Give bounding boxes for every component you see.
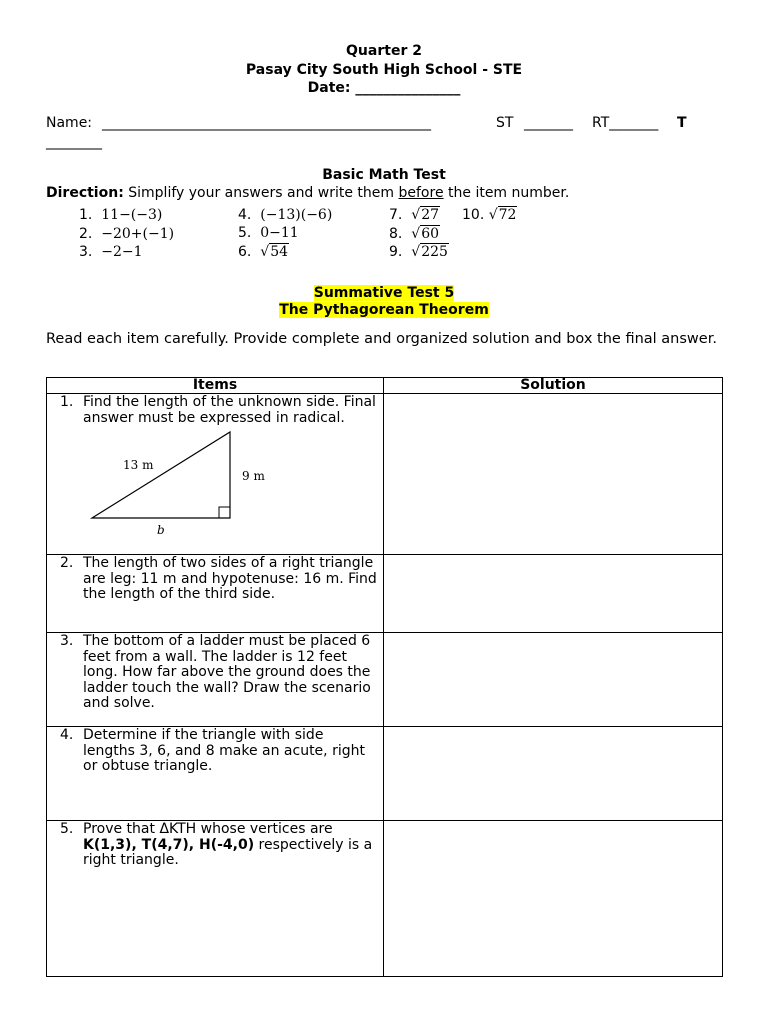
basic-item-9: 9. √225: [389, 244, 448, 260]
direction-post: the item number.: [443, 185, 570, 201]
base-label: b: [157, 523, 165, 536]
basic-item-expr: 11−(−3): [101, 207, 163, 223]
right-triangle-diagram: [77, 426, 277, 536]
name-label: Name:: [46, 115, 93, 131]
basic-item-10: 10. √72: [462, 207, 517, 223]
direction-underlined: before: [398, 185, 444, 201]
item-text-post: respectively is a right triangle.: [83, 836, 373, 868]
table-row: [47, 821, 723, 977]
leg-label: 9 m: [242, 469, 265, 483]
basic-item-6: 6. √54: [238, 244, 289, 260]
basic-item-4: 4. (−13)(−6): [238, 207, 333, 223]
summative-subtitle: The Pythagorean Theorem: [279, 302, 489, 318]
item-text: The bottom of a ladder must be placed 6 feet from a wall. The ladder is 12 feet long. How far above the ground does the ladder touch the wall? Draw the scenario and solve.: [83, 633, 371, 711]
quarter-heading: Quarter 2: [346, 43, 422, 59]
rt-label[interactable]: RT_______: [592, 115, 659, 131]
basic-item-1: 1. 11−(−3): [79, 207, 163, 223]
hypotenuse-label: 13 m: [123, 458, 154, 472]
st-label: ST: [496, 115, 514, 131]
item-text: Find the length of the unknown side. Final answer must be expressed in radical.: [83, 394, 376, 426]
basic-item-2: 2. −20+(−1): [79, 226, 175, 242]
basic-test-title: Basic Math Test: [322, 167, 446, 183]
sqrt-icon: √60: [411, 226, 440, 242]
basic-item-expr: 0−11: [260, 225, 299, 241]
sqrt-icon: √72: [488, 207, 517, 223]
t-label: T: [677, 115, 687, 131]
item-cell: 5. Prove that ΔKTH whose vertices are K(1,3), T(4,7), H(-4,0) respectively is a right triangle.: [47, 821, 384, 977]
table-row: [47, 555, 723, 633]
item-text-vertices: K(1,3), T(4,7), H(-4,0): [83, 836, 255, 853]
basic-item-expr: −2−1: [101, 244, 143, 260]
table-row: [47, 727, 723, 821]
t-blank[interactable]: ________: [46, 134, 102, 150]
basic-item-3: 3. −2−1: [79, 244, 143, 260]
item-cell: 1. Find the length of the unknown side. Final answer must be expressed in radical. 13 m 9 m b: [47, 394, 384, 555]
item-text-pre: Prove that ΔKTH whose vertices are: [83, 821, 333, 837]
solution-cell[interactable]: [384, 555, 723, 633]
solution-cell[interactable]: [384, 633, 723, 727]
solution-cell[interactable]: [384, 821, 723, 977]
item-text: The length of two sides of a right triangle are leg: 11 m and hypotenuse: 16 m. Find the length of the third side.: [83, 555, 377, 602]
table-row: [47, 633, 723, 727]
sqrt-icon: √225: [411, 244, 448, 260]
basic-item-expr: (−13)(−6): [260, 207, 333, 223]
basic-item-8: 8. √60: [389, 226, 440, 242]
solution-cell[interactable]: [384, 727, 723, 821]
basic-item-7: 7. √27: [389, 207, 440, 223]
sqrt-icon: √27: [411, 207, 440, 223]
item-cell: 4. Determine if the triangle with side lengths 3, 6, and 8 make an acute, right or obtuse triangle.: [47, 727, 384, 821]
triangle-shape: [92, 432, 230, 518]
direction-pre: Simplify your answers and write them: [123, 185, 399, 201]
right-angle-icon: [219, 507, 230, 518]
school-heading: Pasay City South High School - STE: [245, 62, 523, 78]
basic-item-5: 5. 0−11: [238, 225, 299, 241]
item-cell: 3. The bottom of a ladder must be placed 6 feet from a wall. The ladder is 12 feet long. How far above the ground does the ladder touch the wall? Draw the scenario and solve.: [47, 633, 384, 727]
st-blank[interactable]: _______: [524, 115, 573, 131]
item-cell: 2. The length of two sides of a right triangle are leg: 11 m and hypotenuse: 16 m. Find the length of the third side.: [47, 555, 384, 633]
sqrt-icon: √54: [260, 244, 289, 260]
date-heading: Date: _______________: [307, 80, 461, 96]
direction-label: Direction:: [46, 185, 124, 201]
item-text: Determine if the triangle with side lengths 3, 6, and 8 make an acute, right or obtuse triangle.: [83, 727, 365, 774]
instructions-paragraph: Read each item carefully. Provide complete and organized solution and box the final answer.: [46, 331, 717, 347]
test-table: [46, 377, 723, 977]
column-header-items: Items: [47, 378, 384, 394]
summative-title: Summative Test 5: [313, 285, 455, 301]
solution-cell[interactable]: [384, 394, 723, 555]
direction-line: [46, 185, 569, 201]
table-row: [47, 394, 723, 555]
basic-item-expr: −20+(−1): [101, 226, 175, 242]
name-blank[interactable]: _______________________________________________: [102, 115, 431, 131]
summative-subtitle-wrap: [0, 302, 768, 318]
column-header-solution: Solution: [384, 378, 723, 394]
summative-title-wrap: [0, 285, 768, 301]
